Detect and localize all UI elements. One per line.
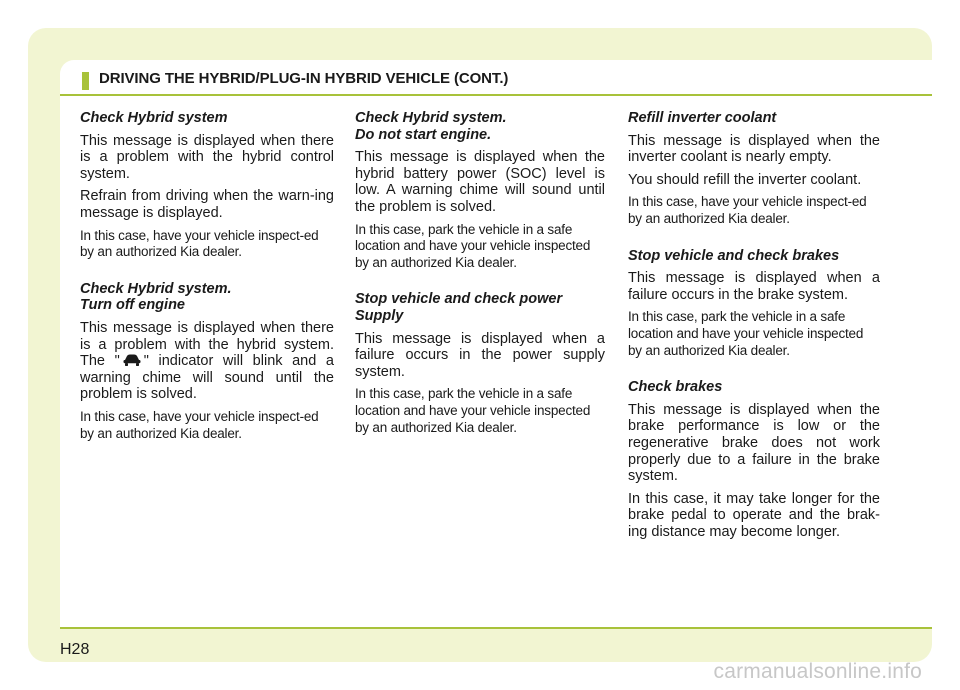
- paragraph: This message is displayed when the hybrid battery power (SOC) level is low. A warning chime will sound until the problem is solved.: [355, 149, 605, 215]
- heading-line: Turn off engine: [80, 297, 185, 314]
- heading-stop-vehicle-check-brakes: Stop vehicle and check brakes: [628, 247, 840, 264]
- paragraph: In this case, park the vehicle in a safe location and have your vehicle inspected by an authorized Kia dealer.: [355, 386, 591, 435]
- paragraph: In this case, have your vehicle inspect-ed by an authorized Kia dealer.: [80, 227, 319, 260]
- page-number: H28: [60, 641, 90, 658]
- heading-line: Stop vehicle and check power: [355, 291, 563, 308]
- column-1: [80, 110, 334, 448]
- paragraph: You should refill the inverter coolant.: [628, 171, 862, 188]
- heading-do-not-start-engine: [355, 110, 605, 143]
- paragraph: This message is displayed when the brake performance is low or the regenerative brake does not work properly due to a failure in the brake system.: [628, 401, 880, 485]
- heading-line: Check Hybrid system.: [80, 280, 232, 297]
- paragraph: Refrain from driving when the warn-ing message is displayed.: [80, 188, 334, 221]
- paragraph: In this case, have your vehicle inspect-ed by an authorized Kia dealer.: [628, 194, 867, 226]
- heading-check-brakes: Check brakes: [628, 379, 723, 396]
- paragraph: In this case, it may take longer for the brake pedal to operate and the brak-ing distance may become longer.: [628, 490, 880, 540]
- paragraph: [80, 320, 334, 403]
- heading-check-hybrid-system: Check Hybrid system: [80, 110, 228, 126]
- paragraph: This message is displayed when a failure occurs in the brake system.: [628, 270, 880, 303]
- text-segment: This message is displayed when there is a problem with the hybrid system. The ": [80, 319, 334, 370]
- section-title: DRIVING THE HYBRID/PLUG-IN HYBRID VEHICLE (CONT.): [99, 70, 509, 87]
- column-2: [355, 110, 605, 442]
- paragraph: In this case, park the vehicle in a safe location and have your vehicle inspected by an authorized Kia dealer.: [628, 309, 864, 358]
- paragraph: This message is displayed when there is a problem with the hybrid control system.: [80, 132, 334, 182]
- paragraph: In this case, have your vehicle inspect-ed by an authorized Kia dealer.: [80, 408, 319, 441]
- watermark: carmanualsonline.info: [713, 660, 922, 683]
- bottom-divider: [60, 627, 932, 629]
- header-accent-bar: [82, 72, 89, 90]
- heading-line: Do not start engine.: [355, 126, 492, 143]
- text-segment: " indicator will blink and a warning chime will sound until the problem is solved.: [80, 353, 334, 403]
- paragraph: In this case, park the vehicle in a safe location and have your vehicle inspected by an authorized Kia dealer.: [355, 221, 591, 270]
- heading-refill-inverter-coolant: Refill inverter coolant: [628, 110, 777, 126]
- heading-stop-vehicle-check-power-supply: [355, 291, 605, 324]
- paragraph: This message is displayed when the inverter coolant is nearly empty.: [628, 132, 880, 166]
- heading-turn-off-engine: [80, 281, 334, 314]
- column-3: [628, 110, 880, 546]
- paragraph: This message is displayed when a failure occurs in the power supply system.: [355, 330, 605, 380]
- car-warning-icon: [122, 353, 142, 367]
- heading-line: Check Hybrid system.: [355, 110, 507, 126]
- heading-line: Supply: [355, 307, 404, 324]
